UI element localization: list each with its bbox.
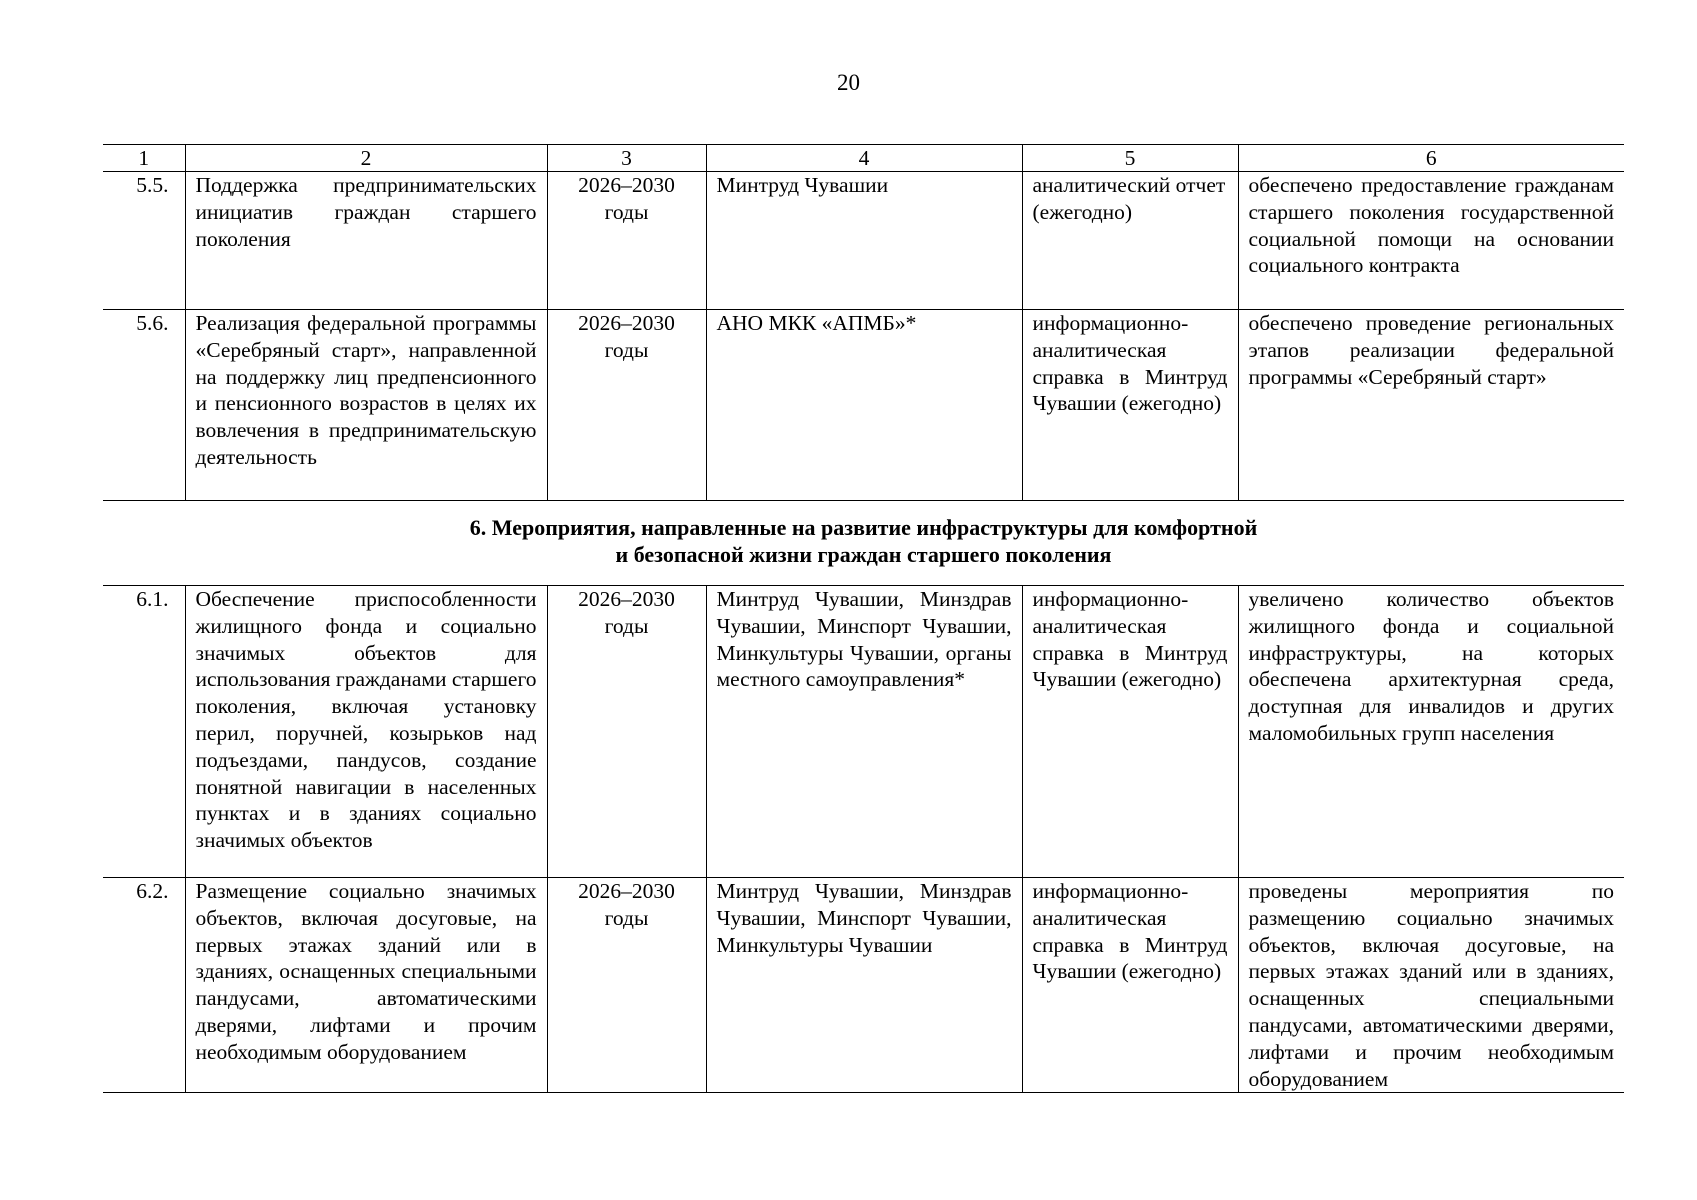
term-cell: 2026–2030 годы: [547, 586, 706, 878]
measure-cell: Размещение социально значимых объектов, включая досуговые, на первых этажах зданий или в зданиях, оснащенных специальными пандусами, автоматическими дверями, лифтами и прочим необходимым оборудованием: [185, 878, 547, 1093]
header-cell: 1: [103, 145, 185, 172]
section-title: [103, 514, 1624, 568]
term-cell: 2026–2030 годы: [547, 878, 706, 1093]
table-row: [103, 310, 1624, 501]
executor-cell: Минтруд Чувашии, Минздрав Чувашии, Минспорт Чувашии, Минкультуры Чувашии, органы местного самоуправления*: [706, 586, 1022, 878]
measure-cell: Реализация федеральной программы «Серебряный старт», направленной на поддержку лиц предпенсионного и пенсионного возрастов в целях их вовлечения в предпринимательскую деятельность: [185, 310, 547, 501]
row-number: 6.1.: [103, 586, 185, 878]
header-cell: 6: [1238, 145, 1624, 172]
measure-cell: Обеспечение приспособленности жилищного фонда и социально значимых объектов для использования гражданами старшего поколения, включая установку перил, поручней, козырьков над подъездами, пандусов, создание понятной навигации в населенных пунктах и в зданиях социально значимых объектов: [185, 586, 547, 878]
measures-table-section-6: [103, 585, 1624, 1093]
row-number: 5.6.: [103, 310, 185, 501]
form-cell: информационно-аналитическая справка в Минтруд Чувашии (ежегодно): [1022, 878, 1238, 1093]
header-cell: 5: [1022, 145, 1238, 172]
term-cell: 2026–2030 годы: [547, 172, 706, 310]
form-cell: информационно-аналитическая справка в Минтруд Чувашии (ежегодно): [1022, 310, 1238, 501]
result-cell: обеспечено предоставление гражданам старшего поколения государственной социальной помощи на основании социального контракта: [1238, 172, 1624, 310]
page-number: 20: [837, 70, 860, 95]
table-row: [103, 172, 1624, 310]
measure-cell: Поддержка предпринимательских инициатив граждан старшего поколения: [185, 172, 547, 310]
header-cell: 4: [706, 145, 1022, 172]
row-number: 6.2.: [103, 878, 185, 1093]
executor-cell: Минтруд Чувашии, Минздрав Чувашии, Минспорт Чувашии, Минкультуры Чувашии: [706, 878, 1022, 1093]
result-cell: проведены мероприятия по размещению социально значимых объектов, включая досуговые, на первых этажах зданий или в зданиях, оснащенных специальными пандусами, автоматическими дверями, лифтами и прочим необходимым оборудованием: [1238, 878, 1624, 1093]
result-cell: увеличено количество объектов жилищного фонда и социальной инфраструктуры, на которых обеспечена архитектурная среда, доступная для инвалидов и других маломобильных групп населения: [1238, 586, 1624, 878]
section-title-line: 6. Мероприятия, направленные на развитие инфраструктуры для комфортной: [469, 515, 1258, 540]
table-header-row: [103, 145, 1624, 172]
header-cell: 2: [185, 145, 547, 172]
section-title-line: и безопасной жизни граждан старшего поколения: [615, 542, 1112, 567]
form-cell: информационно-аналитическая справка в Минтруд Чувашии (ежегодно): [1022, 586, 1238, 878]
table-row: [103, 878, 1624, 1093]
executor-cell: Минтруд Чувашии: [706, 172, 1022, 310]
header-cell: 3: [547, 145, 706, 172]
result-cell: обеспечено проведение региональных этапов реализации федеральной программы «Серебряный старт»: [1238, 310, 1624, 501]
form-cell: аналитический отчет (ежегодно): [1022, 172, 1238, 310]
row-number: 5.5.: [103, 172, 185, 310]
measures-table-section-5: [103, 144, 1624, 501]
executor-cell: АНО МКК «АПМБ»*: [706, 310, 1022, 501]
table-row: [103, 586, 1624, 878]
term-cell: 2026–2030 годы: [547, 310, 706, 501]
